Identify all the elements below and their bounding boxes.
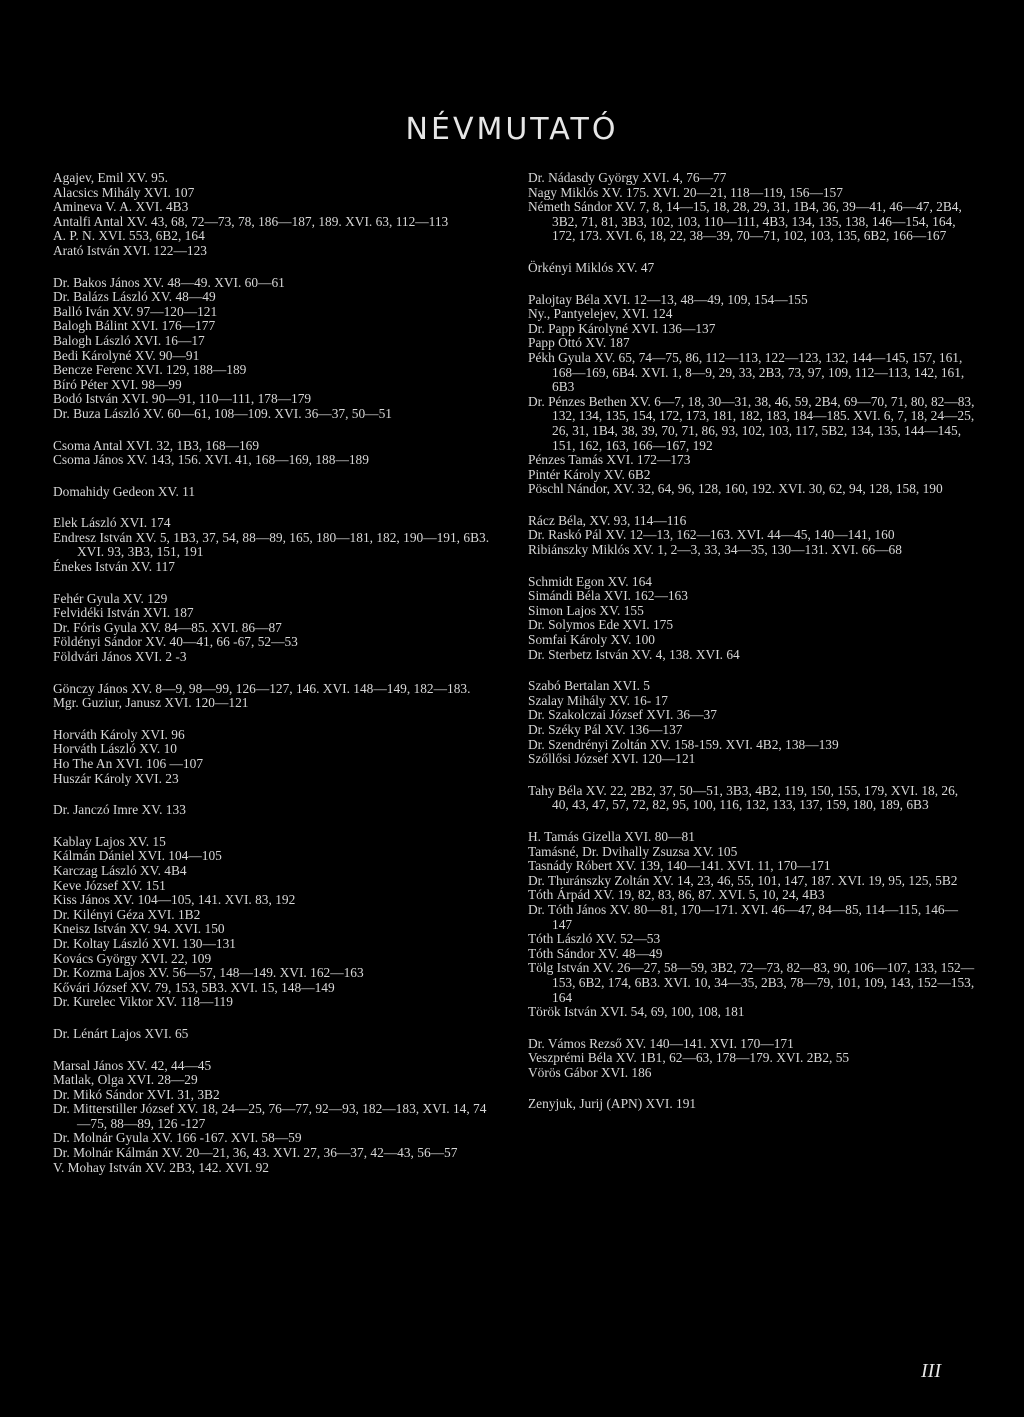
section-gap [528,1080,978,1097]
index-entry: Ny., Pantyelejev, XVI. 124 [528,306,673,322]
index-entry: Dr. Kurelec Viktor XV. 118—119 [53,994,233,1010]
index-entry: Pintér Károly XV. 6B2 [528,466,651,482]
section-gap [528,497,978,514]
index-entry: Pöschl Nándor, XV. 32, 64, 96, 128, 160, 192. XVI. 30, 62, 94, 128, 158, 190 [528,481,943,497]
index-entry: Agajev, Emil XV. 95. [53,170,168,185]
index-entry: Földényi Sándor XV. 40—41, 66 -67, 52—53 [53,634,298,650]
index-entry: Dr. Janczó Imre XV. 133 [53,802,186,818]
index-entry: Antalfi Antal XV. 43, 68, 72—73, 78, 186—187, 189. XVI. 63, 112—113 [53,213,449,229]
index-entry: Simon Lajos XV. 155 [528,602,644,618]
index-entry: Török István XVI. 54, 69, 100, 108, 181 [528,1004,745,1020]
index-entry: Elek László XVI. 174 [53,515,171,531]
index-entry: Tamásné, Dr. Dvihally Zsuzsa XV. 105 [528,843,738,859]
index-entry: Fehér Gyula XV. 129 [53,590,168,606]
page-number: III [921,1360,941,1382]
section-gap [53,711,493,728]
index-entry: Németh Sándor XV. 7, 8, 14—15, 18, 28, 29, 31, 1B4, 36, 39—41, 46—47, 2B4, 3B2, 71, 81, 3B3, 102, 103, 110—111, 4B3, 134, 135, 138, 146—154, 164, 172, 173. XVI. 6, 18, 22, 38—39, 70—71, 102, 103, 135, 6B2, 166—167 [528,199,962,244]
index-entry: Simándi Béla XVI. 162—163 [528,588,688,604]
index-entry: Földvári János XVI. 2 -3 [53,649,187,665]
index-entry: Alacsics Mihály XVI. 107 [53,184,195,200]
index-entry: Dr. Buza László XV. 60—61, 108—109. XVI. 36—37, 50—51 [53,405,392,421]
index-entry: Dr. Thuránszky Zoltán XV. 14, 23, 46, 55, 101, 147, 187. XVI. 19, 95, 125, 5B2 [528,872,958,888]
index-title: NÉVMUTATÓ [405,112,619,147]
index-entry: Dr. Mikó Sándor XVI. 31, 3B2 [53,1086,220,1102]
index-entry: Dr. Raskó Pál XV. 12—13, 162—163. XVI. 44—45, 140—141, 160 [528,527,895,543]
index-entry: Vörös Gábor XVI. 186 [528,1064,652,1080]
section-gap [528,662,978,679]
section-gap [53,818,493,835]
index-entry: Dr. Tóth János XV. 80—81, 170—171. XVI. 46—47, 84—85, 114—115, 146—147 [528,901,958,932]
section-gap [528,813,978,830]
index-right-column [528,171,978,1112]
index-entry: Gönczy János XV. 8—9, 98—99, 126—127, 146. XVI. 148—149, 182—183. [53,680,471,696]
section-gap [53,499,493,516]
index-entry: Dr. Molnár Kálmán XV. 20—21, 36, 43. XVI. 27, 36—37, 42—43, 56—57 [53,1145,458,1161]
index-entry: Marsal János XV. 42, 44—45 [53,1057,212,1073]
index-entry: Kálmán Dániel XVI. 104—105 [53,848,222,864]
index-entry: Felvidéki István XVI. 187 [53,605,194,621]
index-entry: Bedi Károlyné XV. 90—91 [53,347,200,363]
index-entry: Tóth Árpád XV. 19, 82, 83, 86, 87. XVI. 5, 10, 24, 4B3 [528,887,825,903]
section-gap [528,276,978,293]
index-entry: Dr. Solymos Ede XVI. 175 [528,617,674,633]
index-entry: Örkényi Miklós XV. 47 [528,259,655,275]
section-gap [53,259,493,276]
index-entry: Dr. Koltay László XVI. 130—131 [53,935,236,951]
section-gap [528,558,978,575]
index-entry: Csoma Antal XVI. 32, 1B3, 168—169 [53,437,260,453]
index-entry: Dr. Mitterstiller József XV. 18, 24—25, 76—77, 92—93, 182—183, XVI. 14, 74—75, 88—89, 126 -127 [53,1101,487,1131]
index-entry: H. Tamás Gizella XVI. 80—81 [528,828,695,844]
index-entry: Dr. Bakos János XV. 48—49. XVI. 60—61 [53,274,285,290]
section-gap [53,1042,493,1059]
index-entry: Balogh László XVI. 16—17 [53,332,205,348]
index-entry: Karczag László XV. 4B4 [53,862,187,878]
index-entry: Bodó István XVI. 90—91, 110—111, 178—179 [53,391,312,407]
index-entry: Kovács György XVI. 22, 109 [53,950,212,966]
index-entry: Dr. Széky Pál XV. 136—137 [528,722,683,737]
index-entry: Dr. Molnár Gyula XV. 166 -167. XVI. 58—59 [53,1130,302,1146]
index-entry: Horváth Károly XVI. 96 [53,726,185,742]
index-entry: Dr. Kilényi Géza XVI. 1B2 [53,906,201,922]
index-entry: Dr. Papp Károlyné XVI. 136—137 [528,320,716,336]
index-entry: Balogh Bálint XVI. 176—177 [53,318,216,334]
index-entry: Palojtay Béla XVI. 12—13, 48—49, 109, 154—155 [528,291,808,307]
index-entry: Keve József XV. 151 [53,877,166,893]
index-entry: Tóth László XV. 52—53 [528,931,661,947]
section-gap [53,1010,493,1027]
index-entry: Domahidy Gedeon XV. 11 [53,483,196,499]
section-gap [528,767,978,784]
section-gap [528,1020,978,1037]
index-entry: Kablay Lajos XV. 15 [53,833,166,849]
index-entry: Kneisz István XV. 94. XVI. 150 [53,921,225,937]
index-entry: Dr. Balázs László XV. 48—49 [53,289,216,305]
index-entry: Bíró Péter XVI. 98—99 [53,376,182,392]
index-entry: A. P. N. XVI. 553, 6B2, 164 [53,228,205,244]
index-entry: Csoma János XV. 143, 156. XVI. 41, 168—169, 188—189 [53,452,369,468]
index-entry: Ho The An XVI. 106 —107 [53,756,204,771]
section-gap [53,786,493,803]
index-entry: V. Mohay István XV. 2B3, 142. XVI. 92 [53,1159,269,1175]
index-entry: Somfai Károly XV. 100 [528,632,655,648]
index-entry: Kiss János XV. 104—105, 141. XVI. 83, 192 [53,892,296,908]
index-entry: Dr. Kozma Lajos XV. 56—57, 148—149. XVI. 162—163 [53,965,364,981]
section-gap [53,468,493,485]
index-left-column [53,171,493,1175]
index-entry: Veszprémi Béla XV. 1B1, 62—63, 178—179. XVI. 2B2, 55 [528,1050,850,1066]
section-gap [53,665,493,682]
index-entry: Papp Ottó XV. 187 [528,335,630,351]
index-entry: Tahy Béla XV. 22, 2B2, 37, 50—51, 3B3, 4B2, 119, 150, 155, 179, XVI. 18, 26, 40, 43, 47, 57, 72, 82, 95, 100, 116, 132, 133, 137, 159, 180, 189, 6B3 [528,782,959,813]
index-entry: Huszár Károly XVI. 23 [53,770,179,786]
index-entry: Dr. Szendrényi Zoltán XV. 158-159. XVI. 4B2, 138—139 [528,736,839,752]
index-entry: Szalay Mihály XV. 16- 17 [528,692,668,708]
section-gap [53,422,493,439]
index-entry: Mgr. Guziur, Janusz XVI. 120—121 [53,695,249,711]
index-entry: Horváth László XV. 10 [53,741,177,757]
index-entry: Dr. Sterbetz István XV. 4, 138. XVI. 64 [528,646,740,662]
index-entry: Pénzes Tamás XVI. 172—173 [528,452,691,468]
index-entry: Dr. Fóris Gyula XV. 84—85. XVI. 86—87 [53,619,282,635]
index-entry: Bencze Ferenc XVI. 129, 188—189 [53,362,247,378]
index-entry: Balló Iván XV. 97—120—121 [53,303,218,319]
index-entry: Tóth Sándor XV. 48—49 [528,945,663,961]
index-entry: Ribiánszky Miklós XV. 1, 2—3, 33, 34—35, 130—131. XVI. 66—68 [528,542,902,558]
index-entry: Zenyjuk, Jurij (APN) XVI. 191 [528,1096,697,1112]
index-entry: Schmidt Egon XV. 164 [528,573,652,589]
index-entry: Tasnády Róbert XV. 139, 140—141. XVI. 11, 170—171 [528,858,831,874]
index-entry: Matlak, Olga XVI. 28—29 [53,1072,198,1088]
index-entry: Dr. Nádasdy György XVI. 4, 76—77 [528,170,727,185]
index-entry: Tölg István XV. 26—27, 58—59, 3B2, 72—73, 82—83, 90, 106—107, 133, 152—153, 6B2, 174, 6B3. XVI. 10, 34—35, 2B3, 78—79, 101, 109, 143, 152—153, 164 [528,960,975,1005]
index-entry: Dr. Vámos Rezső XV. 140—141. XVI. 170—171 [528,1035,794,1051]
section-gap [53,575,493,592]
section-gap [528,244,978,261]
index-entry: Nagy Miklós XV. 175. XVI. 20—21, 118—119, 156—157 [528,184,843,200]
index-entry: Szőllősi József XVI. 120—121 [528,751,696,767]
index-entry: Dr. Szakolczai József XVI. 36—37 [528,707,717,723]
index-entry: Pékh Gyula XV. 65, 74—75, 86, 112—113, 122—123, 132, 144—145, 157, 161, 168—169, 6B4. XVI. 1, 8—9, 29, 33, 2B3, 73, 97, 109, 112—113, 142, 161, 6B3 [528,349,965,395]
index-entry: Amineva V. A. XVI. 4B3 [53,199,189,215]
index-entry: Rácz Béla, XV. 93, 114—116 [528,512,687,528]
index-entry: Szabó Bertalan XVI. 5 [528,678,650,694]
index-entry: Dr. Pénzes Bethen XV. 6—7, 18, 30—31, 38, 46, 59, 2B4, 69—70, 71, 80, 82—83, 132, 134, 135, 154, 172, 173, 181, 182, 183, 184—185. XVI. 6, 7, 18, 24—25, 26, 31, 1B4, 38, 39, 70, 71, 86, 93, 102, 103, 117, 5B2, 134, 135, 144—145, 151, 162, 163, 166—167, 192 [528,393,975,453]
index-entry: Dr. Lénárt Lajos XVI. 65 [53,1025,189,1041]
index-entry: Endresz István XV. 5, 1B3, 37, 54, 88—89, 165, 180—181, 182, 190—191, 6B3. XVI. 93, 3B3, 151, 191 [53,529,490,560]
index-entry: Arató István XVI. 122—123 [53,242,207,258]
index-entry: Énekes István XV. 117 [53,559,175,575]
index-entry: Kővári József XV. 79, 153, 5B3. XVI. 15, 148—149 [53,979,335,995]
